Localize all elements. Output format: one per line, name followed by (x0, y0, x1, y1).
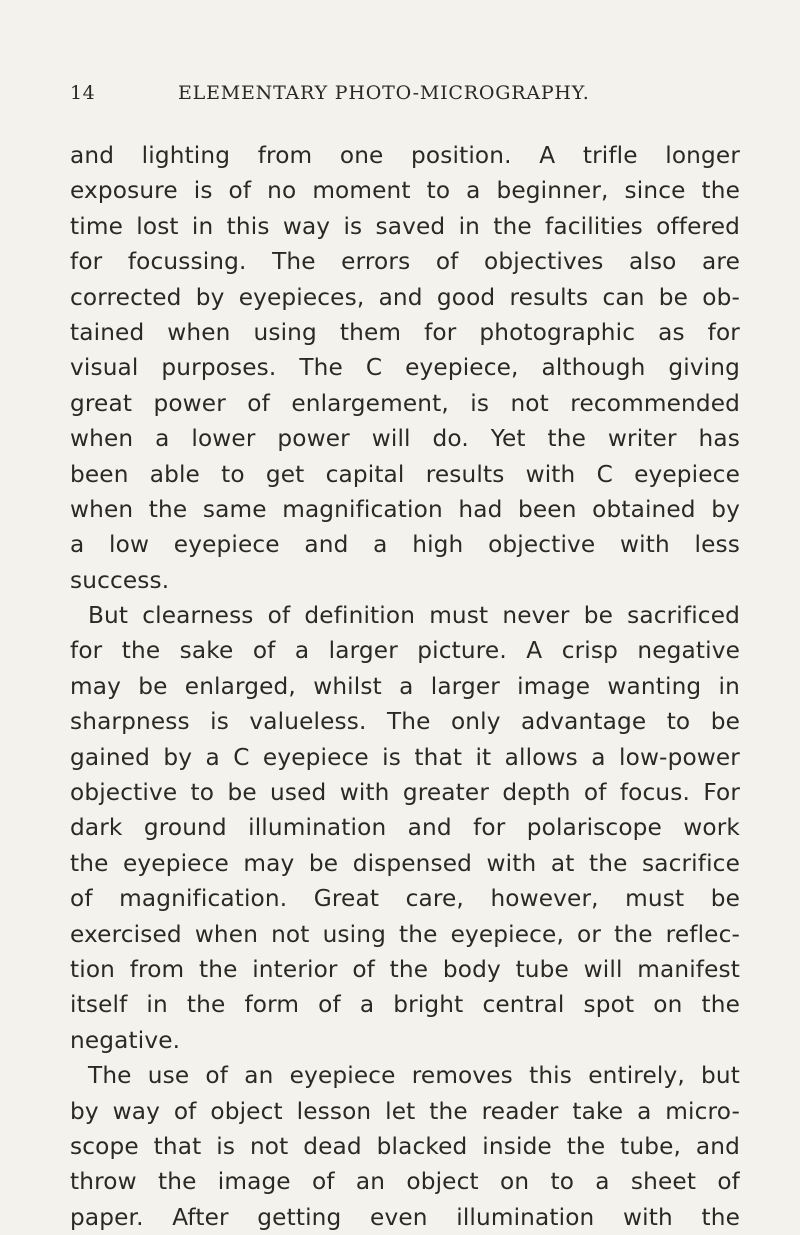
text-line: dark ground illumination and for polariscope work (70, 814, 740, 842)
text-line: exercised when not using the eyepiece, or the reflec- (70, 920, 740, 948)
text-line: tion from the interior of the body tube will manifest (70, 955, 740, 983)
text-line: scope that is not dead blacked inside the tube, and (70, 1132, 740, 1160)
text-line: negative. (70, 1026, 181, 1054)
text-line: sharpness is valueless. The only advantage to be (70, 708, 740, 736)
text-line: exposure is of no moment to a beginner, since the (70, 177, 740, 205)
text-line: objective to be used with greater depth of focus. For (70, 779, 740, 807)
text-line: of magnification. Great care, however, must be (70, 885, 740, 913)
text-line: for focussing. The errors of objectives also are (70, 248, 740, 276)
text-line: the eyepiece may be dispensed with at the sacrifice (70, 849, 740, 877)
text-line: may be enlarged, whilst a larger image wanting in (70, 672, 740, 700)
text-line: when a lower power will do. Yet the writer has (70, 425, 740, 453)
text-line: paper. After getting even illumination with the (70, 1203, 740, 1231)
body-text (70, 138, 740, 1235)
paragraph-2 (70, 598, 740, 1058)
text-line: great power of enlargement, is not recommended (70, 389, 740, 417)
paragraph-1 (70, 138, 740, 598)
text-line: visual purposes. The C eyepiece, although giving (70, 354, 740, 382)
text-line: gained by a C eyepiece is that it allows a low-power (70, 743, 740, 771)
text-line: tained when using them for photographic as for (70, 318, 740, 346)
text-line: The use of an eyepiece removes this entirely, but (88, 1062, 740, 1090)
running-head (70, 82, 740, 112)
text-line: But clearness of definition must never be sacrificed (88, 602, 740, 630)
text-line: throw the image of an object on to a sheet of (70, 1168, 740, 1196)
text-line: been able to get capital results with C eyepiece (70, 460, 740, 488)
page-number: 14 (70, 82, 96, 104)
text-line: success. (70, 566, 170, 594)
text-line: itself in the form of a bright central spot on the (70, 991, 740, 1019)
text-line: time lost in this way is saved in the facilities offered (70, 212, 740, 240)
text-line: by way of object lesson let the reader take a micro- (70, 1097, 740, 1125)
running-head-title: ELEMENTARY PHOTO-MICROGRAPHY. (178, 82, 590, 104)
text-line: a low eyepiece and a high objective with less (70, 531, 740, 559)
text-line: when the same magnification had been obtained by (70, 495, 740, 523)
text-line: for the sake of a larger picture. A crisp negative (70, 637, 740, 665)
text-line: corrected by eyepieces, and good results can be ob- (70, 283, 740, 311)
paragraph-3 (70, 1058, 740, 1235)
text-line: and lighting from one position. A trifle longer (70, 142, 740, 169)
